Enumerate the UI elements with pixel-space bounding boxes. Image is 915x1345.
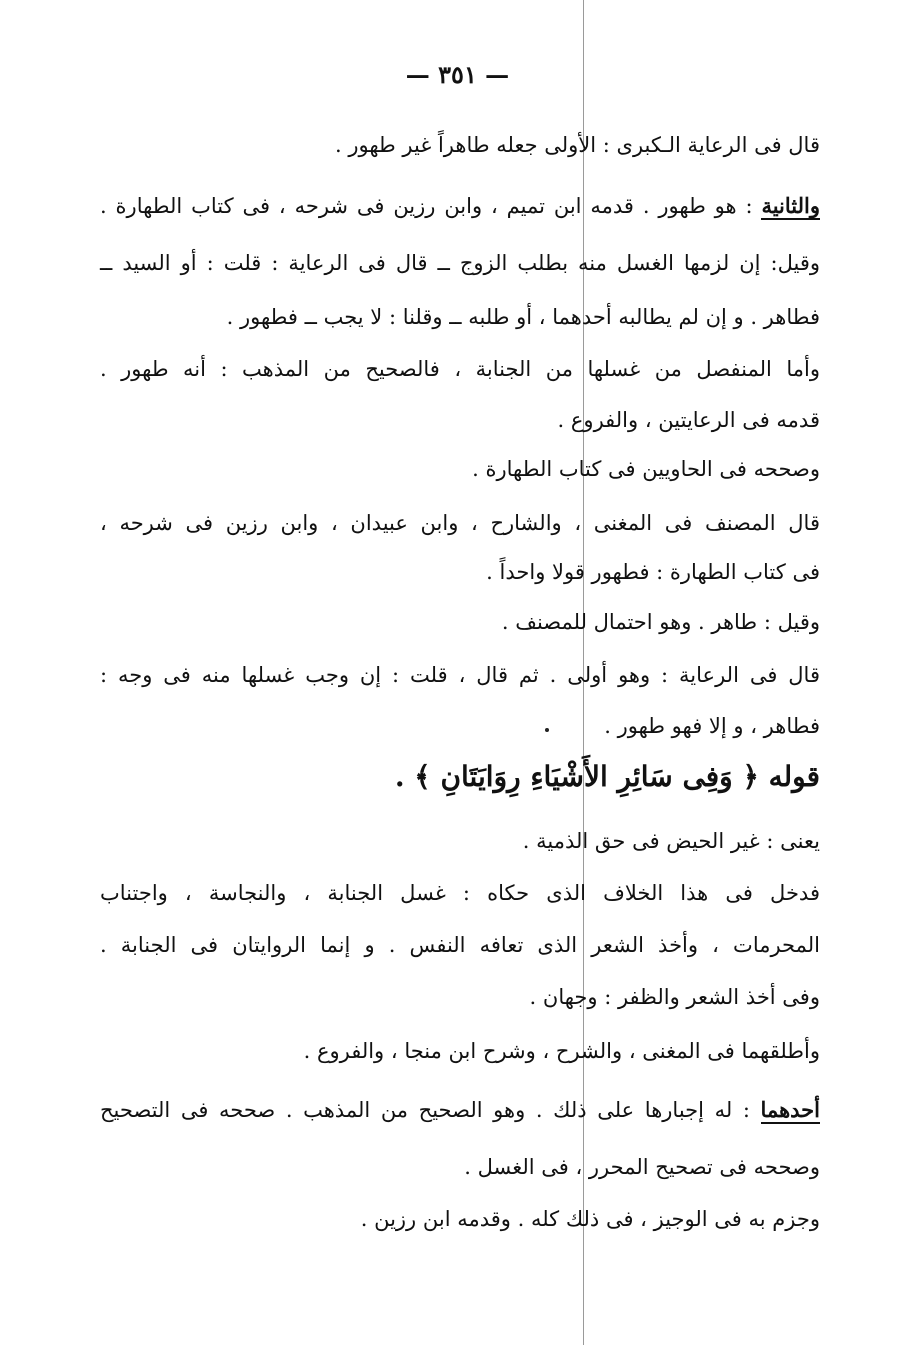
text-segment: وصححه فى تصحيح المحرر ، فى الغسل . bbox=[464, 1155, 820, 1179]
text-line-4 bbox=[227, 302, 820, 332]
text-line-5 bbox=[100, 354, 820, 384]
text-line-17 bbox=[530, 982, 820, 1012]
text-segment: وفى أخذ الشعر والظفر : وجهان . bbox=[529, 985, 820, 1009]
text-segment: وجزم به فى الوجيز ، فى ذلك كله . وقدمه ابن رزين . bbox=[360, 1207, 820, 1231]
text-line-21 bbox=[361, 1204, 820, 1234]
text-line-2 bbox=[100, 191, 820, 221]
text-segment: قوله ﴿ وَفِى سَائِرِ الأَشْيَاءِ رِوَايَتَانِ ﴾ . bbox=[394, 760, 820, 793]
text-line-16 bbox=[100, 930, 820, 960]
text-segment: وصححه فى الحاويين فى كتاب الطهارة . bbox=[472, 457, 820, 481]
text-line-1 bbox=[335, 130, 820, 160]
text-segment: : هو طهور . قدمه ابن تميم ، وابن رزين فى شرحه ، فى كتاب الطهارة . bbox=[100, 194, 762, 218]
text-segment: فطاهر . و إن لم يطالبه أحدهما ، أو طلبه ــ وقلنا : لا يجب ــ فطهور . bbox=[226, 305, 820, 329]
text-line-20 bbox=[464, 1152, 820, 1182]
term-second-opinion: والثانية bbox=[761, 193, 820, 218]
text-segment: قال فى الرعاية الـكبرى : الأولى جعله طاهراً غير طهور . bbox=[334, 133, 820, 157]
text-line-18 bbox=[304, 1036, 820, 1066]
text-segment: يعنى : غير الحيض فى حق الذمية . bbox=[522, 829, 820, 853]
text-line-12 bbox=[604, 711, 820, 741]
page-number: — ٣٥١ — bbox=[405, 60, 510, 89]
text-line-10 bbox=[502, 607, 820, 637]
term-first-opinion: أحدهما bbox=[760, 1097, 820, 1122]
text-line-14 bbox=[523, 826, 820, 856]
quoted-heading bbox=[395, 762, 820, 792]
text-segment: قدمه فى الرعايتين ، والفروع . bbox=[557, 408, 820, 432]
text-line-15 bbox=[100, 878, 820, 908]
text-segment: وقيل : طاهر . وهو احتمال للمصنف . bbox=[501, 610, 820, 634]
text-segment: فطاهر ، و إلا فهو طهور . bbox=[604, 714, 820, 738]
text-line-7 bbox=[472, 454, 820, 484]
text-line-11 bbox=[100, 660, 820, 690]
text-line-19 bbox=[100, 1095, 820, 1125]
text-line-3 bbox=[100, 248, 820, 278]
text-segment: وأما المنفصل من غسلها من الجنابة ، فالصحيح من المذهب : أنه طهور . bbox=[100, 357, 820, 381]
text-segment: المحرمات ، وأخذ الشعر الذى تعافه النفس . و إنما الروايتان فى الجنابة . bbox=[100, 933, 820, 957]
text-line-8 bbox=[100, 508, 820, 538]
text-segment: : له إجبارها على ذلك . وهو الصحيح من المذهب . صححه فى التصحيح bbox=[100, 1098, 761, 1122]
ink-dot bbox=[545, 728, 549, 732]
text-line-6 bbox=[558, 405, 820, 435]
text-segment: وأطلقهما فى المغنى ، والشرح ، وشرح ابن منجا ، والفروع . bbox=[303, 1039, 820, 1063]
text-segment: قال المصنف فى المغنى ، والشارح ، وابن عبيدان ، وابن رزين فى شرحه ، bbox=[100, 511, 820, 535]
text-segment: وقيل: إن لزمها الغسل منه بطلب الزوج ــ قال فى الرعاية : قلت : أو السيد ــ bbox=[100, 251, 820, 275]
text-segment: فى كتاب الطهارة : فطهور قولا واحداً . bbox=[486, 560, 820, 584]
text-segment: قال فى الرعاية : وهو أولى . ثم قال ، قلت : إن وجب غسلها منه فى وجه : bbox=[100, 663, 820, 687]
text-line-9 bbox=[486, 557, 820, 587]
text-segment: فدخل فى هذا الخلاف الذى حكاه : غسل الجنابة ، والنجاسة ، واجتناب bbox=[100, 881, 820, 905]
